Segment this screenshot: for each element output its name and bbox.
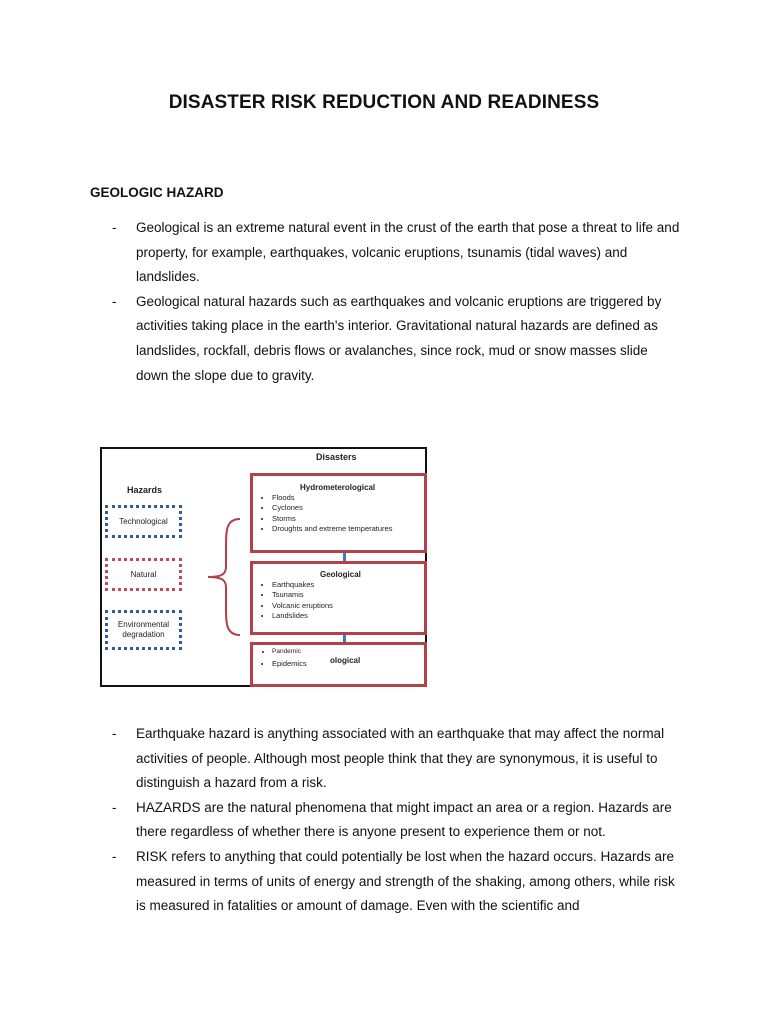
dash-marker: - <box>112 293 117 309</box>
category-title: Geological <box>320 570 361 579</box>
list-item <box>112 290 682 388</box>
page-title: DISASTER RISK REDUCTION AND READINESS <box>168 92 600 113</box>
hazard-technological <box>105 505 182 538</box>
list-item <box>112 722 682 796</box>
disaster-diagram <box>100 447 427 687</box>
hazard-natural <box>105 558 182 591</box>
list-item: • Storms <box>272 514 392 524</box>
brace-icon <box>206 517 242 637</box>
bullet-text: Geological natural hazards such as earthquakes and volcanic eruptions are triggered by activities taking place in the earth's interior. Gravitational natural hazards are defined as landslides, rockfall, debris flows or avalanches, since rock, mud or snow masses slide down the slope due to gravity. <box>136 293 662 383</box>
list-item: • Droughts and extreme temperatures <box>272 524 392 534</box>
category-hydrometerological <box>250 473 427 553</box>
list-item: • Cyclones <box>272 503 392 513</box>
hazards-label: Hazards <box>127 485 163 495</box>
section-heading: GEOLOGIC HAZARD <box>90 185 224 200</box>
dash-marker: - <box>112 799 117 815</box>
bullet-text: RISK refers to anything that could potentially be lost when the hazard occurs. Hazards are measured in terms of units of energy and strength of the shaking, among others, while risk is measured in fatalities or amount of damage. Even with the scientific and <box>136 848 675 914</box>
category-items <box>261 580 333 622</box>
hazard-label: Technological <box>119 516 168 526</box>
list-item: • Landslides <box>272 611 333 621</box>
list-item: • Epidemics <box>272 659 307 669</box>
list-item: • Volcanic eruptions <box>272 601 333 611</box>
list-item <box>112 796 682 845</box>
category-items <box>261 493 392 535</box>
list-item <box>112 845 682 919</box>
hazard-label: Natural <box>130 569 157 579</box>
list-item: • Pandemic <box>272 647 307 657</box>
category-title: Hydrometerological <box>300 483 376 492</box>
hazard-label: Environmental degradation <box>117 620 170 639</box>
dash-marker: - <box>112 220 117 235</box>
bullet-text: HAZARDS are the natural phenomena that might impact an area or a region. Hazards are there regardless of whether there is anyone present to experience them or not. <box>136 799 672 840</box>
category-biological <box>250 642 427 687</box>
category-title: ological <box>330 656 361 665</box>
category-geological <box>250 561 427 635</box>
list-item: • Floods <box>272 493 392 503</box>
diagram-title: Disasters <box>316 452 357 462</box>
bullet-list-hazard-risk <box>112 722 682 919</box>
bullet-text: Geological is an extreme natural event in the crust of the earth that pose a threat to life and property, for example, earthquakes, volcanic eruptions, tsunamis (tidal waves) and landslides. <box>136 220 680 285</box>
bullet-list-geologic <box>112 216 682 388</box>
category-items <box>261 647 307 670</box>
dash-marker: - <box>112 848 117 864</box>
hazard-environmental <box>105 610 182 650</box>
list-item: • Tsunamis <box>272 590 333 600</box>
bullet-text: Earthquake hazard is anything associated with an earthquake that may affect the normal activities of people. Although most people think that they are synonymous, it is useful to distinguish a hazard from a risk. <box>136 726 665 791</box>
dash-marker: - <box>112 726 117 741</box>
list-item: • Earthquakes <box>272 580 333 590</box>
list-item <box>112 216 682 290</box>
